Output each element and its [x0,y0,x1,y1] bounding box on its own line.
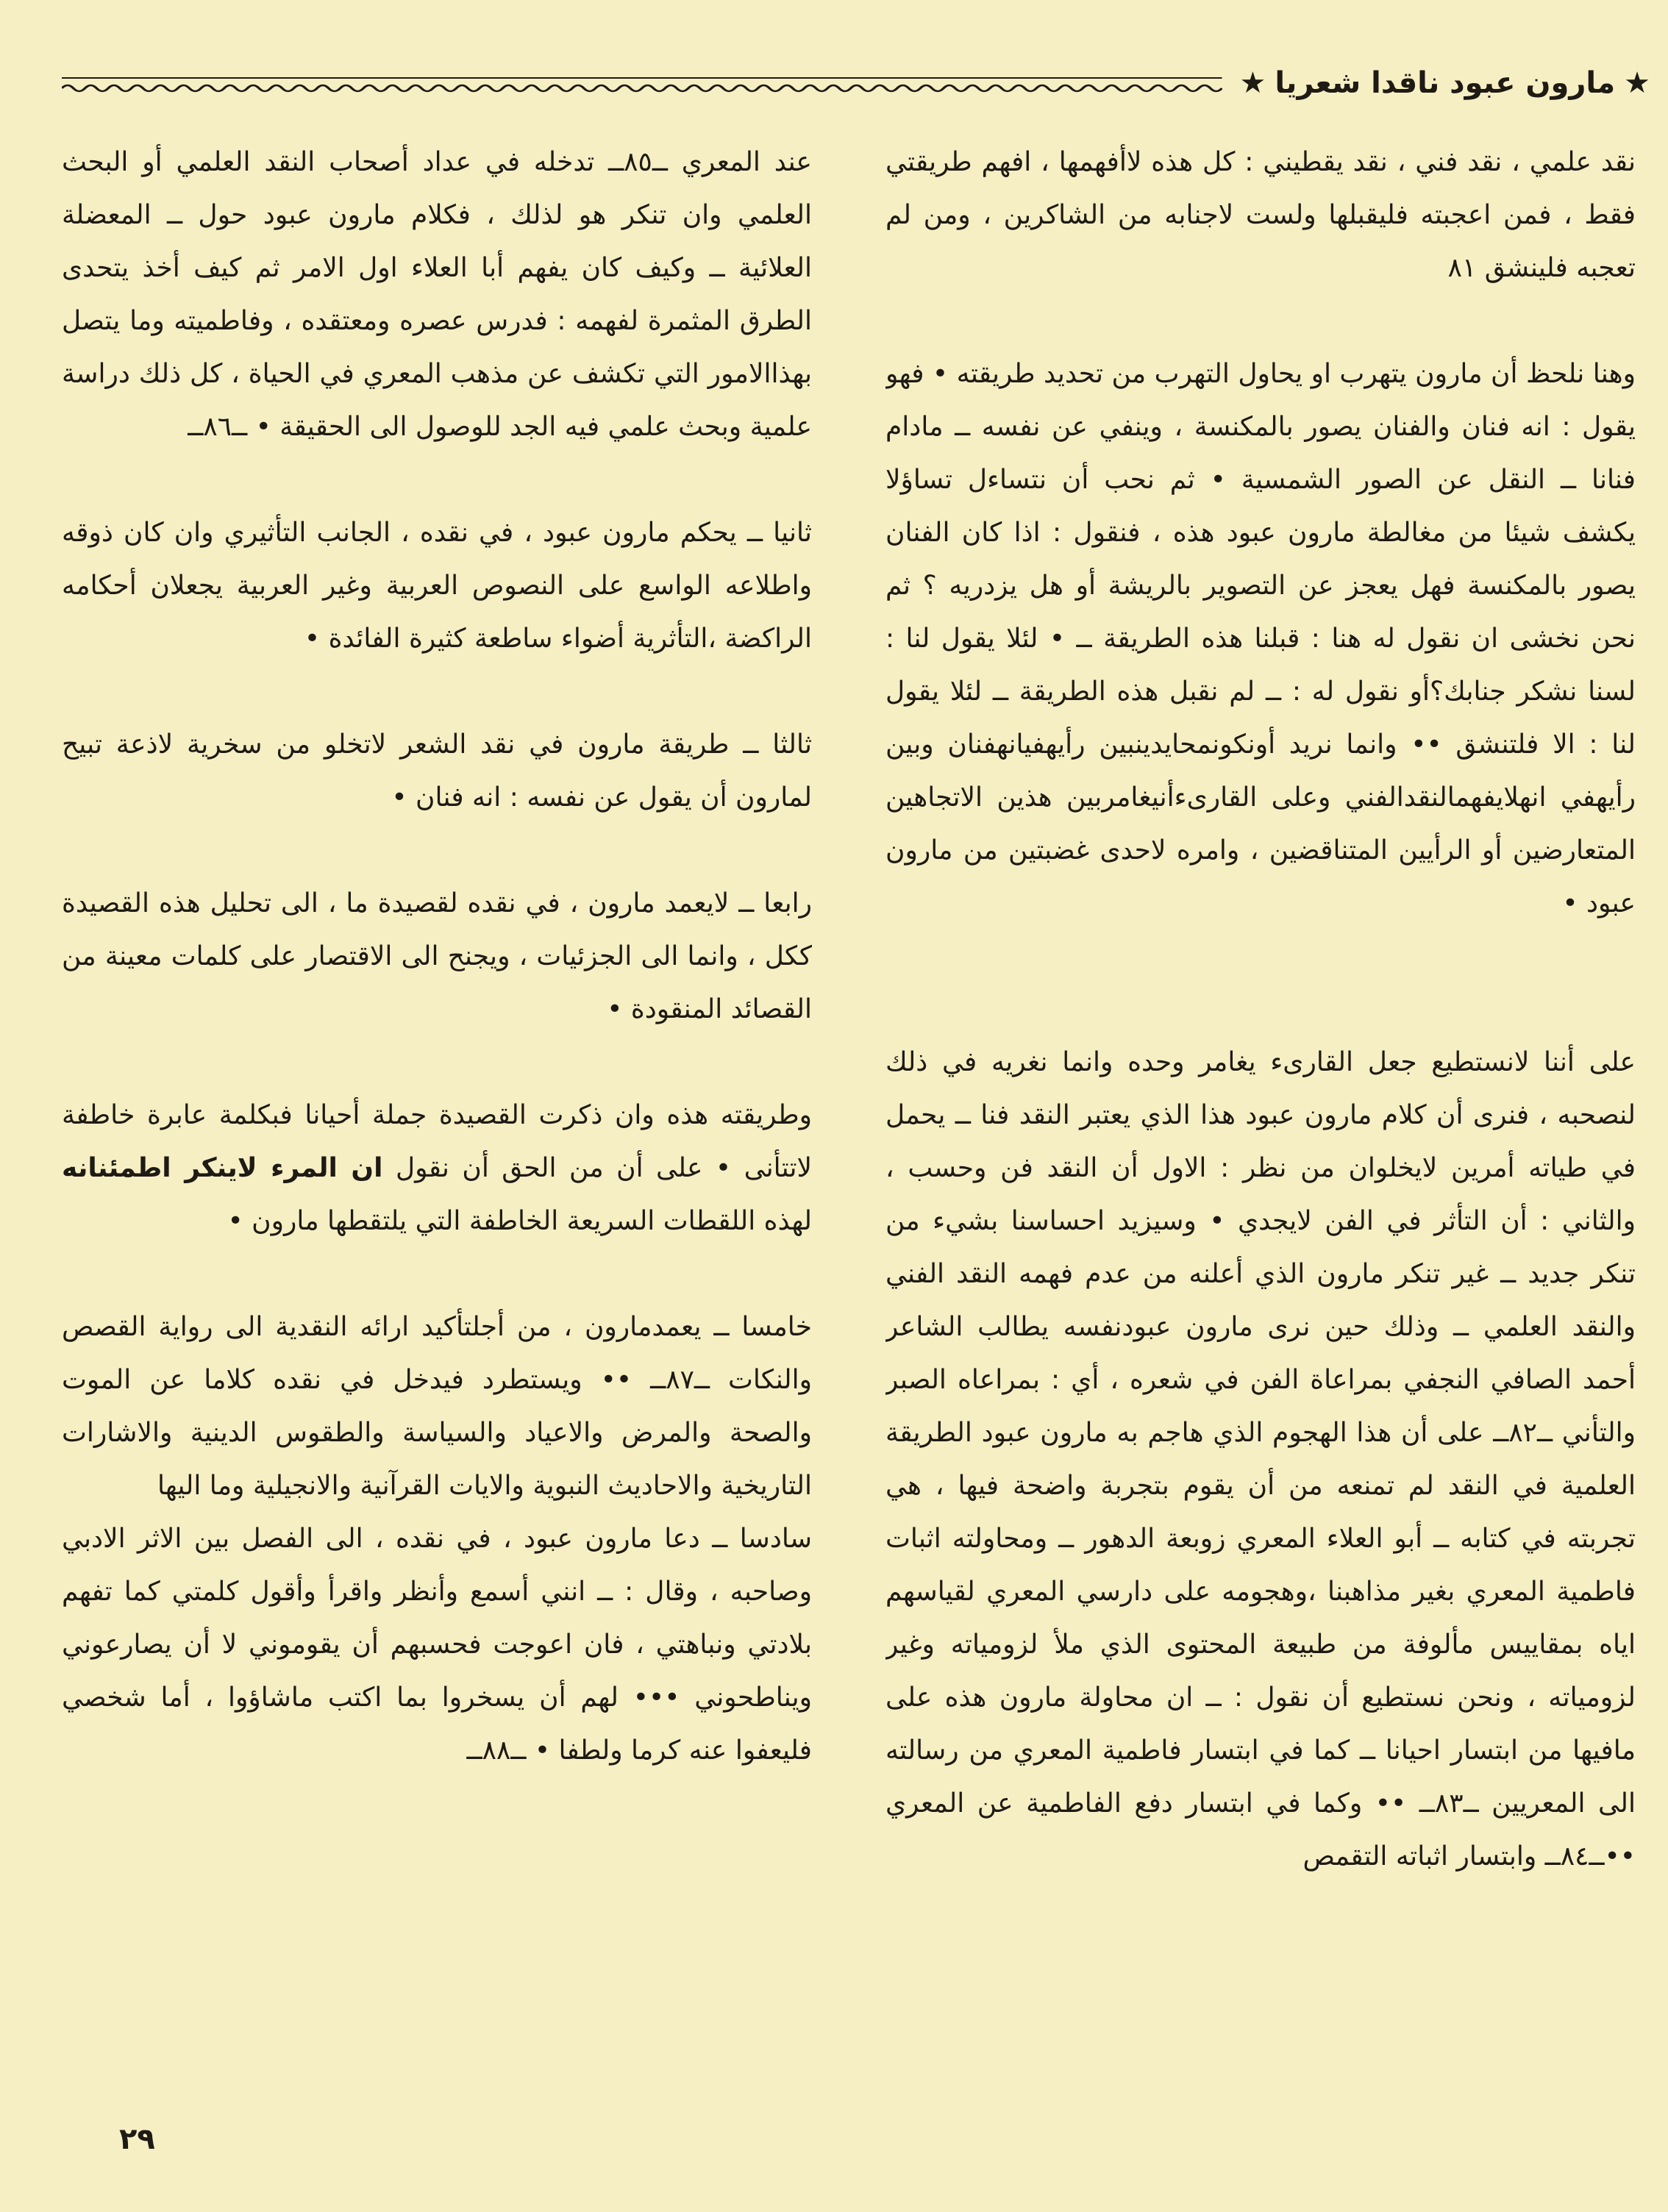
paragraph: عند المعري ــ٨٥ــ تدخله في عداد أصحاب النقد العلمي أو البحث العلمي وان تنكر هو لذلك ، فكلام مارون عبود حول ــ المعضلة العلائية ــ وكيف كان يفهم أبا العلاء اول الامر ثم كيف أخذ يتحدى الطرق المثمرة لفهمه : فدرس عصره ومعتقده ، وفاطميته وما يتصل بهذاالامور التي تكشف عن مذهب المعري في الحياة ، كل ذلك دراسة علمية وبحث علمي فيه الجد للوصول الى الحقيقة • ــ٨٦ــ [62,147,812,442]
paragraph-text: وطريقته هذه وان ذكرت القصيدة جملة أحيانا فبكلمة عابرة خاطفة لاتتأنى • على أن من الحق أن نقول [62,1100,812,1183]
paragraph: ثالثا ــ طريقة مارون في نقد الشعر لاتخلو من سخرية لاذعة تبيح لمارون أن يقول عن نفسه : انه فنان • [62,729,812,813]
left-column [62,136,812,2114]
paragraph: رابعا ــ لايعمد مارون ، في نقده لقصيدة ما ، الى تحليل هذه القصيدة ككل ، وانما الى الجزئيات ، ويجنح الى الاقتصار على كلمات معينة من القصائد المنقودة • [62,888,812,1024]
header-title-text: مارون عبود ناقدا شعريا [1275,66,1616,100]
text-columns [62,136,1636,2114]
paragraph-gap [885,295,1636,348]
page-number: ٢٩ [119,2122,155,2156]
paragraph-gap [62,1248,812,1301]
paragraph: نقد علمي ، نقد فني ، نقد يقطيني : كل هذه لاأفهمها ، افهم طريقتي فقط ، فمن اعجبته فليقبلها ولست لاجنابه من الشاكرين ، ومن لم تعجبه فلينشق ٨١ [885,147,1636,283]
running-header [62,57,1650,109]
running-header-title [1240,66,1650,100]
emphasized-text: ان المرء لاينكر اطمئنانه [62,1153,383,1183]
paragraph-gap [885,930,1636,983]
paragraph: ثانيا ــ يحكم مارون عبود ، في نقده ، الجانب التأثيري وان كان ذوقه واطلاعه الواسع على النصوص العربية وغير العربية يجعلان أحكامه الراكضة ،التأثرية أضواء ساطعة كثيرة الفائدة • [62,518,812,654]
paragraph-text: لهذه اللقطات السريعة الخاطفة التي يلتقطها مارون • [227,1206,812,1236]
paragraph-gap [885,983,1636,1036]
paragraph-gap [62,1036,812,1089]
paragraph-gap [62,454,812,507]
paragraph-gap [62,824,812,877]
wavy-rule [62,72,1222,94]
right-column [885,136,1636,2114]
star-icon: ★ [1624,66,1650,100]
paragraph-gap [62,666,812,718]
paragraph [62,1089,812,1248]
paragraph: وهنا نلحظ أن مارون يتهرب او يحاول التهرب من تحديد طريقته • فهو يقول : انه فنان والفنان يصور بالمكنسة ، وينفي عن نفسه ــ مادام فنانا ــ النقل عن الصور الشمسية • ثم نحب أن نتساءل تساؤلا يكشف شيئا من مغالطة مارون عبود هذه ، فنقول : اذا كان الفنان يصور بالمكنسة فهل يعجز عن التصوير بالريشة أو هل يزدريه ؟ ثم نحن نخشى ان نقول له هنا : قبلنا هذه الطريقة ــ • لئلا يقول لنا : لسنا نشكر جنابك؟أو نقول له : ــ لم نقبل هذه الطريقة ــ لئلا يقول لنا : الا فلتنشق •• وانما نريد أونكونمحايدينبين رأيهفيانهفنان وبين رأيهفي انهلايفهمالنقدالفني وعلى القارىءأنيغامربين هذين الاتجاهين المتعارضين أو الرأيين المتناقضين ، وامره لاحدى غضبتين من مارون عبود • [885,359,1636,918]
paragraph: على أننا لانستطيع جعل القارىء يغامر وحده وانما نغريه في ذلك لنصحبه ، فنرى أن كلام مارون عبود هذا الذي يعتبر النقد فنا ــ يحمل في طياته أمرين لايخلوان من نظر : الاول أن النقد فن وحسب ، والثاني : أن التأثر في الفن لايجدي • وسيزيد احساسنا بشيء من تنكر جديد ــ غير تنكر مارون الذي أعلنه من عدم فهمه النقد الفني والنقد العلمي ــ وذلك حين نرى مارون عبودنفسه يطالب الشاعر أحمد الصافي النجفي بمراعاة الفن في شعره ، أي : بمراعاه الصبر والتأني ــ٨٢ــ على أن هذا الهجوم الذي هاجم به مارون عبود الطريقة العلمية في النقد لم تمنعه من أن يقوم بتجربة واضحة فيها ، هي تجربته في كتابه ــ أبو العلاء المعري زوبعة الدهور ــ ومحاولته اثبات فاطمية المعري بغير مذاهبنا ،وهجومه على دارسي المعري لقياسهم اياه بمقاييس مألوفة من طبيعة المحتوى الذي ملأ لزومياته وغير لزومياته ، ونحن نستطيع أن نقول : ــ ان محاولة مارون هذه على مافيها من ابتسار احيانا ــ كما في ابتسار فاطمية المعري من رسالته الى المعريين ــ٨٣ــ •• وكما في ابتسار دفع الفاطمية عن المعري ••ــ٨٤ــ وابتسار اثباته التقمص [885,1047,1636,1872]
paragraph: خامسا ــ يعمدمارون ، من أجلتأكيد ارائه النقدية الى رواية القصص والنكات ــ٨٧ــ •• ويستطرد فيدخل في نقده كلاما عن الموت والصحة والمرض والاعياد والسياسة والطقوس الدينية والاشارات التاريخية والاحاديث النبوية والايات القرآنية والانجيلية وما اليها [62,1312,812,1501]
paragraph: سادسا ــ دعا مارون عبود ، في نقده ، الى الفصل بين الاثر الادبي وصاحبه ، وقال : ــ انني أسمع وأنظر واقرأ وأقول كلمتي كما تفهم بلادتي ونباهتي ، فان اعوجت فحسبهم أن يقوموني لا أن يصارعوني ويناطحوني ••• لهم أن يسخروا بما اكتب ماشاؤوا ، أما شخصي فليعفوا عنه كرما ولطفا • ــ٨٨ــ [62,1524,812,1766]
star-icon: ★ [1239,66,1266,100]
